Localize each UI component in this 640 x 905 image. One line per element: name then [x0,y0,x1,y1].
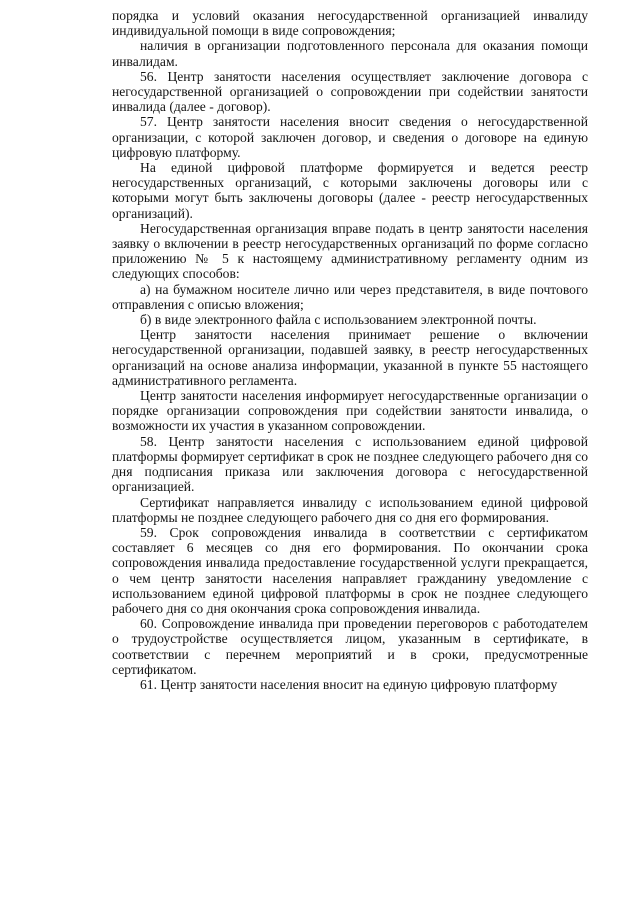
document-page [112,8,588,692]
paragraph-60: 60. Сопровождение инвалида при проведении переговоров с работодателем о трудоустройстве осуществляется лицом, указанным в сертификате, в соответствии с перечнем мероприятий и в сроки, предусмотренные сертификатом. [112,616,588,677]
paragraph-inform: Центр занятости населения информирует негосударственные организации о порядке организации сопровождения при содействии занятости инвалида, о возможности их участия в указанном сопровождении. [112,388,588,434]
paragraph-qualified-staff: наличия в организации подготовленного персонала для оказания помощи инвалидам. [112,38,588,69]
paragraph-continuation: порядка и условий оказания негосударственной организацией инвалиду индивидуальной помощи в виде сопровождения; [112,8,588,39]
paragraph-61: 61. Центр занятости населения вносит на единую цифровую платформу [140,676,558,692]
paragraph-59: 59. Срок сопровождения инвалида в соответствии с сертификатом составляет 6 месяцев со дня его формирования. По окончании срока сопровождения инвалида предоставление государственной услуги прекращается, о чем центр занятости населения направляет гражданину уведомление с использованием единой цифровой платформы в срок не позднее следующего рабочего дня со дня окончания срока сопровождения инвалида. [112,524,588,616]
paragraph-decision: Центр занятости населения принимает решение о включении негосударственной организации, подавшей заявку, в реестр негосударственных организаций на основе анализа информации, указанной в пункте 55 настоящего административного регламента. [112,327,588,388]
paragraph-application: Негосударственная организация вправе подать в центр занятости населения заявку о включении в реестр негосударственных организаций по форме согласно приложению № 5 к настоящему административному регламенту одним из следующих способов: [112,220,588,282]
paragraph-57: 57. Центр занятости населения вносит сведения о негосударственной организации, с которой заключен договор, и сведения о договоре на единую цифровую платформу. [112,114,588,160]
paragraph-58: 58. Центр занятости населения с использованием единой цифровой платформы формирует сертификат в срок не позднее следующего рабочего дня со дня подписания приказа или заключения договора с негосударственной организацией. [112,433,588,495]
paragraph-registry: На единой цифровой платформе формируется и ведется реестр негосударственных организаций, с которыми заключены договоры или с которыми могут быть заключены договоры (далее - реестр негосударственных организаций). [112,160,588,221]
paragraph-56: 56. Центр занятости населения осуществляет заключение договора с негосударственной организацией о сопровождении при содействии занятости инвалида (далее - договор). [112,68,588,115]
paragraph-certificate: Сертификат направляется инвалиду с использованием единой цифровой платформы не позднее следующего рабочего дня со дня его формирования. [112,494,588,525]
paragraph-option-a: а) на бумажном носителе лично или через представителя, в виде почтового отправления с описью вложения; [112,281,588,312]
paragraph-option-b: б) в виде электронного файла с использованием электронной почты. [140,312,537,328]
